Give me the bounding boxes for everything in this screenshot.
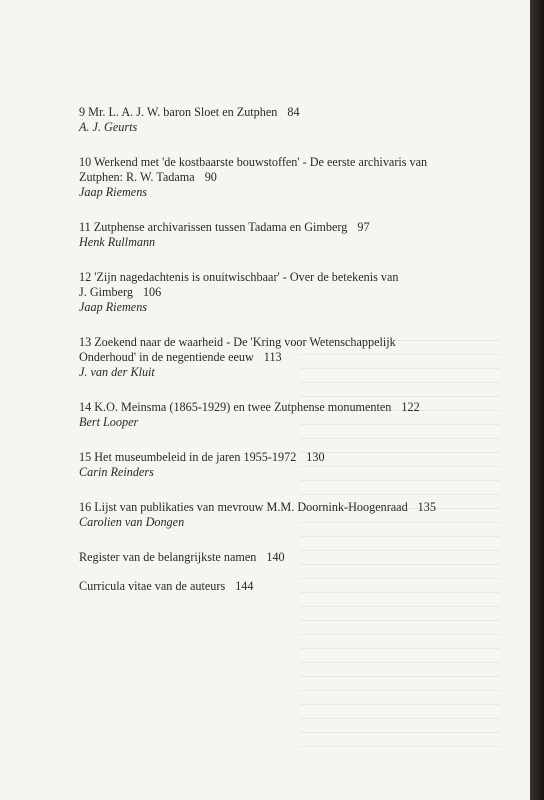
toc-entry-15 — [79, 450, 499, 480]
page-number: 140 — [266, 550, 285, 564]
chapter-author: Jaap Riemens — [79, 185, 148, 199]
page-number: 84 — [287, 105, 300, 119]
toc-entry-title — [79, 400, 499, 415]
chapter-author: Jaap Riemens — [79, 300, 148, 314]
chapter-author: J. van der Kluit — [79, 365, 155, 379]
toc-entry-title — [79, 170, 499, 185]
toc-entry-13 — [79, 335, 499, 380]
toc-entry-title — [79, 500, 499, 515]
toc-entry-11 — [79, 220, 499, 250]
toc-entry-title — [79, 550, 499, 565]
chapter-title-line-2: Onderhoud' in de negentiende eeuw — [79, 350, 254, 364]
chapter-author: A. J. Geurts — [79, 120, 138, 134]
toc-entry-9 — [79, 105, 499, 135]
chapter-number: 11 — [79, 220, 91, 234]
chapter-number: 10 — [79, 155, 92, 169]
chapter-title-line-2: J. Gimberg — [79, 285, 133, 299]
page-number: 144 — [235, 579, 254, 593]
toc-entry-title — [79, 285, 499, 300]
appendix-title: Curricula vitae van de auteurs — [79, 579, 226, 593]
toc-entry-14 — [79, 400, 499, 430]
chapter-number: 12 — [79, 270, 92, 284]
toc-entry-title — [79, 450, 499, 465]
chapter-title: Het museumbeleid in de jaren 1955-1972 — [94, 450, 297, 464]
toc-entry-12 — [79, 270, 499, 315]
toc-entry-title — [79, 335, 499, 350]
chapter-number: 15 — [79, 450, 92, 464]
page-number: 90 — [204, 170, 217, 184]
page-edge-shadow — [530, 0, 544, 800]
toc-entry-10 — [79, 155, 499, 200]
chapter-title: Zutphense archivarissen tussen Tadama en Gimberg — [93, 220, 348, 234]
toc-entry-title — [79, 270, 499, 285]
chapter-title: Lijst van publikaties van mevrouw M.M. Doornink-Hoogenraad — [94, 500, 408, 514]
chapter-title: Mr. L. A. J. W. baron Sloet en Zutphen — [88, 105, 278, 119]
page-number: 130 — [306, 450, 325, 464]
chapter-author: Henk Rullmann — [79, 235, 156, 249]
table-of-contents — [79, 105, 499, 608]
toc-entry-title — [79, 579, 499, 594]
toc-entry-title — [79, 105, 499, 120]
chapter-title-line-1: 'Zijn nagedachtenis is onuitwischbaar' - Over de betekenis van — [94, 270, 399, 284]
chapter-author: Carolien van Dongen — [79, 515, 185, 529]
toc-entry-title — [79, 220, 499, 235]
chapter-title-line-1: Zoekend naar de waarheid - De 'Kring voor Wetenschappelijk — [94, 335, 396, 349]
page-number: 113 — [263, 350, 282, 364]
toc-entry-register — [79, 550, 499, 565]
page-number: 135 — [417, 500, 436, 514]
chapter-number: 16 — [79, 500, 92, 514]
appendix-title: Register van de belangrijkste namen — [79, 550, 257, 564]
chapter-number: 9 — [79, 105, 86, 119]
toc-entry-curricula — [79, 579, 499, 594]
chapter-title-line-1: Werkend met 'de kostbaarste bouwstoffen' - De eerste archivaris van — [94, 155, 428, 169]
chapter-author: Carin Reinders — [79, 465, 154, 479]
toc-entry-title — [79, 155, 499, 170]
chapter-title-line-2: Zutphen: R. W. Tadama — [79, 170, 195, 184]
page-number: 106 — [142, 285, 162, 299]
chapter-number: 13 — [79, 335, 92, 349]
chapter-number: 14 — [79, 400, 92, 414]
toc-entry-16 — [79, 500, 499, 530]
chapter-title: K.O. Meinsma (1865-1929) en twee Zutphense monumenten — [94, 400, 392, 414]
page-number: 122 — [401, 400, 420, 414]
page-number: 97 — [357, 220, 370, 234]
toc-entry-title — [79, 350, 499, 365]
chapter-author: Bert Looper — [79, 415, 139, 429]
